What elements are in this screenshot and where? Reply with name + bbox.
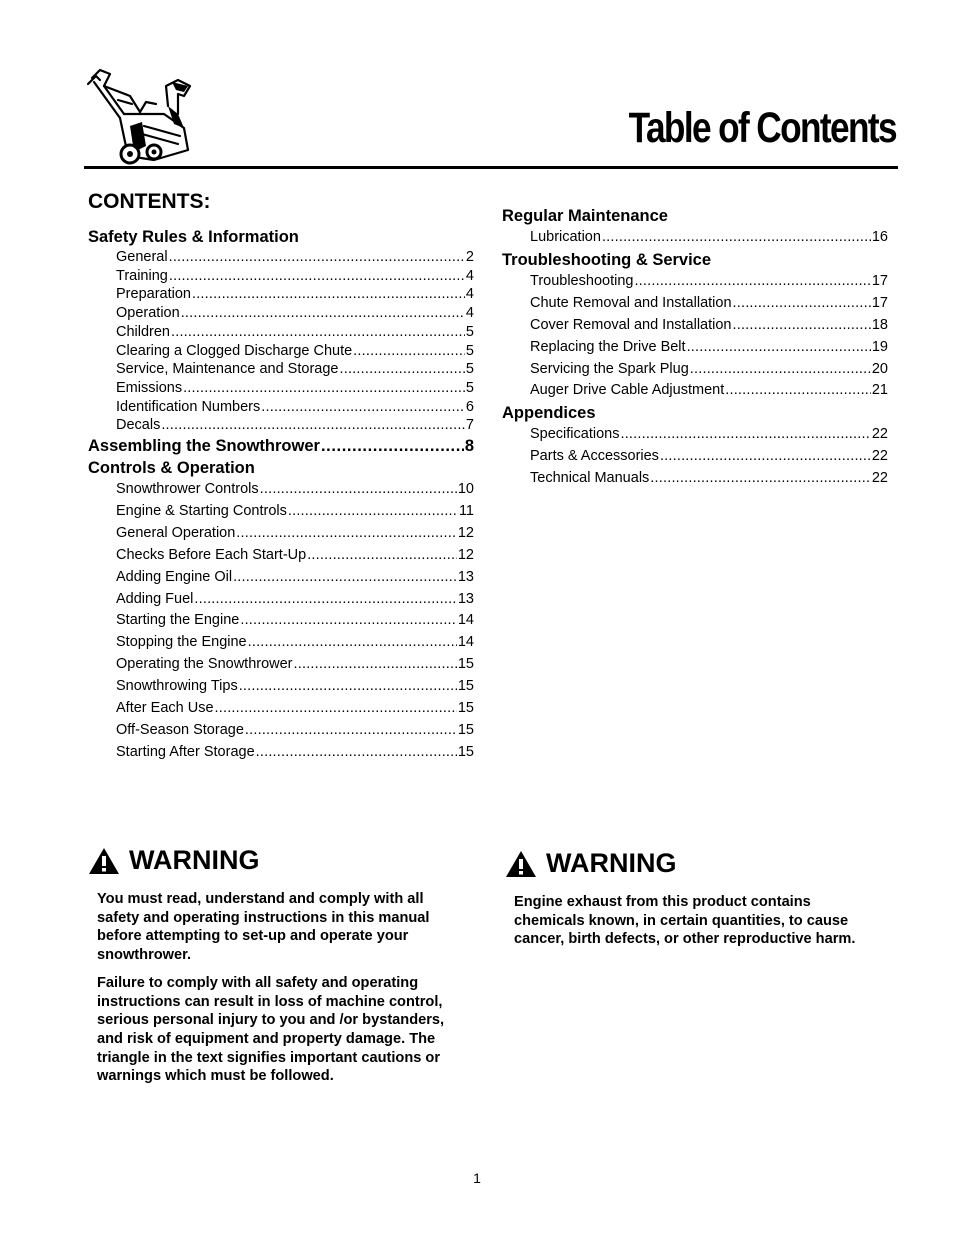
dot-leader bbox=[169, 248, 465, 267]
toc-page-number: 21 bbox=[871, 382, 888, 399]
toc-page-number: 22 bbox=[871, 470, 888, 487]
toc-entry[interactable] bbox=[502, 293, 888, 315]
toc-left-column bbox=[88, 190, 474, 764]
warning-paragraph: Engine exhaust from this product contains chemicals known, in certain quantities, to cause cancer, birth defects, or other reproductive harm. bbox=[514, 894, 856, 948]
toc-page-number: 15 bbox=[457, 656, 474, 673]
toc-entry-label: General bbox=[116, 249, 168, 265]
dot-leader bbox=[240, 610, 457, 632]
toc-section-heading[interactable] bbox=[502, 205, 888, 227]
toc-entry[interactable] bbox=[88, 589, 474, 611]
toc-entry[interactable] bbox=[88, 285, 474, 304]
toc-page-number: 7 bbox=[465, 417, 474, 434]
toc-entry-label: Service, Maintenance and Storage bbox=[116, 361, 339, 378]
dot-leader bbox=[181, 304, 465, 323]
dot-leader bbox=[171, 323, 465, 342]
toc-left-sections bbox=[88, 226, 474, 764]
warning-paragraph: Failure to comply with all safety and operating instructions can result in loss of machine control, serious personal injury to you and /or bystanders, and risk of equipment and property damage. The triangle in the text signifies important cautions or warnings which must be followed. bbox=[97, 974, 445, 1085]
toc-section-heading[interactable] bbox=[88, 226, 474, 248]
toc-entry[interactable] bbox=[502, 446, 888, 468]
toc-entry-label: Starting After Storage bbox=[116, 743, 255, 760]
dot-leader bbox=[294, 654, 457, 676]
toc-page-number: 4 bbox=[465, 286, 474, 303]
dot-leader bbox=[321, 435, 464, 457]
toc-entry[interactable] bbox=[88, 479, 474, 501]
toc-entry[interactable] bbox=[88, 267, 474, 286]
dot-leader bbox=[339, 360, 464, 379]
toc-page-number: 4 bbox=[465, 305, 474, 322]
dot-leader bbox=[192, 285, 465, 304]
dot-leader bbox=[634, 271, 870, 293]
toc-entry-label: Chute Removal and Installation bbox=[530, 294, 732, 311]
toc-entry-label: Replacing the Drive Belt bbox=[530, 338, 686, 355]
dot-leader bbox=[260, 479, 457, 501]
toc-entry[interactable] bbox=[88, 304, 474, 323]
toc-entry-label: Stopping the Engine bbox=[116, 634, 247, 651]
toc-page-number: 5 bbox=[465, 323, 474, 340]
toc-section-title: Controls & Operation bbox=[88, 459, 255, 478]
toc-entry[interactable] bbox=[88, 360, 474, 379]
toc-page-number: 15 bbox=[457, 700, 474, 717]
toc-entry-label: Decals bbox=[116, 417, 161, 434]
toc-entry[interactable] bbox=[88, 545, 474, 567]
contents-heading: CONTENTS: bbox=[88, 190, 211, 213]
page-number: 1 bbox=[473, 1170, 481, 1186]
toc-page-number: 8 bbox=[464, 437, 474, 456]
toc-section-title: Safety Rules & Information bbox=[88, 228, 299, 246]
toc-section-title: Assembling the Snowthrower bbox=[88, 437, 320, 456]
dot-leader bbox=[602, 227, 871, 249]
toc-entry-label: Auger Drive Cable Adjustment bbox=[530, 382, 725, 399]
toc-page-number: 16 bbox=[871, 229, 888, 245]
toc-page-number: 11 bbox=[458, 502, 474, 519]
toc-entry-label: Starting the Engine bbox=[116, 612, 240, 629]
toc-entry-label: Operating the Snowthrower bbox=[116, 656, 293, 673]
warning-box-safety bbox=[88, 845, 458, 1095]
dot-leader bbox=[307, 545, 457, 567]
toc-section-heading[interactable] bbox=[502, 249, 888, 271]
toc-section-title: Troubleshooting & Service bbox=[502, 250, 712, 269]
toc-entry-label: Technical Manuals bbox=[530, 470, 650, 487]
toc-entry[interactable] bbox=[88, 416, 474, 435]
toc-entry[interactable] bbox=[88, 720, 474, 742]
toc-page-number: 15 bbox=[457, 678, 474, 695]
toc-page-number: 5 bbox=[465, 361, 474, 378]
toc-page-number: 22 bbox=[871, 448, 888, 465]
dot-leader bbox=[245, 720, 457, 742]
toc-page-number: 14 bbox=[457, 612, 474, 629]
dot-leader bbox=[687, 337, 871, 359]
dot-leader bbox=[169, 267, 465, 286]
toc-entry-label: Lubrication bbox=[530, 229, 601, 245]
toc-entry-label: Parts & Accessories bbox=[530, 448, 659, 465]
toc-entry[interactable] bbox=[502, 271, 888, 293]
toc-entry-label: Operation bbox=[116, 305, 180, 322]
dot-leader bbox=[215, 698, 457, 720]
toc-entry[interactable] bbox=[88, 523, 474, 545]
dot-leader bbox=[183, 379, 465, 398]
toc-entry[interactable] bbox=[502, 359, 888, 381]
dot-leader bbox=[620, 424, 870, 446]
header-rule bbox=[84, 166, 898, 169]
toc-entry[interactable] bbox=[502, 315, 888, 337]
warning-heading bbox=[88, 845, 458, 876]
toc-entry[interactable] bbox=[88, 632, 474, 654]
toc-entry[interactable] bbox=[502, 227, 888, 249]
toc-page-number: 13 bbox=[457, 590, 474, 607]
toc-page-number: 22 bbox=[871, 426, 888, 443]
dot-leader bbox=[233, 567, 457, 589]
toc-page-number: 12 bbox=[457, 524, 474, 541]
toc-entry-label: Preparation bbox=[116, 286, 191, 303]
dot-leader bbox=[194, 589, 456, 611]
toc-entry-label: Training bbox=[116, 267, 168, 284]
toc-page-number: 6 bbox=[465, 398, 474, 415]
warning-box-exhaust bbox=[505, 848, 875, 958]
dot-leader bbox=[256, 742, 457, 764]
toc-page-number: 20 bbox=[871, 360, 888, 377]
toc-entry-label: General Operation bbox=[116, 524, 236, 541]
toc-entry[interactable] bbox=[88, 323, 474, 342]
toc-entry[interactable] bbox=[88, 654, 474, 676]
toc-entry-label: Adding Engine Oil bbox=[116, 568, 233, 585]
toc-entry[interactable] bbox=[88, 248, 474, 267]
dot-leader bbox=[161, 416, 465, 435]
toc-section-heading[interactable] bbox=[502, 402, 888, 424]
warning-triangle-icon bbox=[88, 847, 120, 875]
dot-leader bbox=[733, 315, 871, 337]
toc-right-sections bbox=[502, 205, 888, 490]
toc-entry[interactable] bbox=[88, 501, 474, 523]
toc-page-number: 5 bbox=[465, 379, 474, 396]
toc-page-number: 19 bbox=[871, 338, 888, 355]
dot-leader bbox=[725, 380, 871, 402]
snowthrower-illustration bbox=[84, 66, 196, 168]
toc-entry-label: Troubleshooting bbox=[530, 272, 634, 289]
toc-entry-label: Snowthrower Controls bbox=[116, 481, 259, 498]
toc-entry-label: Emissions bbox=[116, 379, 183, 396]
toc-page-number: 13 bbox=[457, 568, 474, 585]
toc-entry[interactable] bbox=[502, 424, 888, 446]
toc-entry-label: Children bbox=[116, 323, 170, 340]
dot-leader bbox=[660, 446, 871, 468]
toc-right-column bbox=[502, 205, 888, 490]
toc-entry-label: Clearing a Clogged Discharge Chute bbox=[116, 342, 353, 359]
toc-entry-label: Specifications bbox=[530, 426, 620, 443]
dot-leader bbox=[733, 293, 871, 315]
toc-entry[interactable] bbox=[88, 567, 474, 589]
toc-entry-label: Engine & Starting Controls bbox=[116, 502, 287, 519]
toc-page-number: 18 bbox=[871, 316, 888, 333]
warning-paragraph: You must read, understand and comply with all safety and operating instructions in this manual before attempting to set-up and operate your snowthrower. bbox=[97, 891, 430, 964]
dot-leader bbox=[353, 342, 465, 361]
toc-entry-label: Adding Fuel bbox=[116, 590, 194, 607]
toc-entry-label: Checks Before Each Start-Up bbox=[116, 546, 307, 563]
toc-page-number: 15 bbox=[457, 722, 474, 738]
warning-triangle-icon bbox=[505, 850, 537, 878]
toc-entry-label: Servicing the Spark Plug bbox=[530, 360, 689, 377]
toc-page-number: 15 bbox=[457, 743, 474, 760]
toc-entry-label: Snowthrowing Tips bbox=[116, 678, 238, 695]
toc-entry-label: After Each Use bbox=[116, 700, 214, 717]
toc-page-number: 17 bbox=[871, 294, 888, 311]
toc-entry[interactable] bbox=[88, 610, 474, 632]
toc-section-heading[interactable] bbox=[88, 435, 474, 457]
toc-entry-label: Off-Season Storage bbox=[116, 722, 244, 738]
toc-section-title: Regular Maintenance bbox=[502, 207, 668, 225]
toc-entry[interactable] bbox=[88, 342, 474, 361]
toc-entry[interactable] bbox=[88, 698, 474, 720]
toc-entry[interactable] bbox=[502, 337, 888, 359]
toc-entry[interactable] bbox=[88, 742, 474, 764]
warning-heading-text: WARNING bbox=[129, 845, 260, 875]
toc-section-title: Appendices bbox=[502, 404, 596, 423]
dot-leader bbox=[288, 501, 458, 523]
warning-heading bbox=[505, 848, 875, 879]
dot-leader bbox=[248, 632, 457, 654]
warning-heading-text: WARNING bbox=[546, 848, 677, 878]
dot-leader bbox=[236, 523, 457, 545]
dot-leader bbox=[239, 676, 457, 698]
toc-entry-label: Cover Removal and Installation bbox=[530, 316, 732, 333]
toc-entry[interactable] bbox=[502, 468, 888, 490]
dot-leader bbox=[650, 468, 871, 490]
toc-page-number: 4 bbox=[465, 267, 474, 284]
toc-entry[interactable] bbox=[88, 676, 474, 698]
toc-page-number: 5 bbox=[465, 342, 474, 359]
toc-entry[interactable] bbox=[88, 379, 474, 398]
toc-page-number: 14 bbox=[457, 634, 474, 651]
toc-page-number: 12 bbox=[457, 546, 474, 563]
toc-entry[interactable] bbox=[502, 380, 888, 402]
dot-leader bbox=[261, 398, 465, 417]
toc-page-number: 17 bbox=[871, 272, 888, 289]
toc-entry-label: Identification Numbers bbox=[116, 398, 261, 415]
toc-page-number: 10 bbox=[457, 481, 474, 498]
toc-entry[interactable] bbox=[88, 398, 474, 417]
page-title: Table of Contents bbox=[628, 104, 896, 152]
dot-leader bbox=[690, 359, 871, 381]
toc-page-number: 2 bbox=[465, 249, 474, 265]
toc-section-heading[interactable] bbox=[88, 457, 474, 479]
